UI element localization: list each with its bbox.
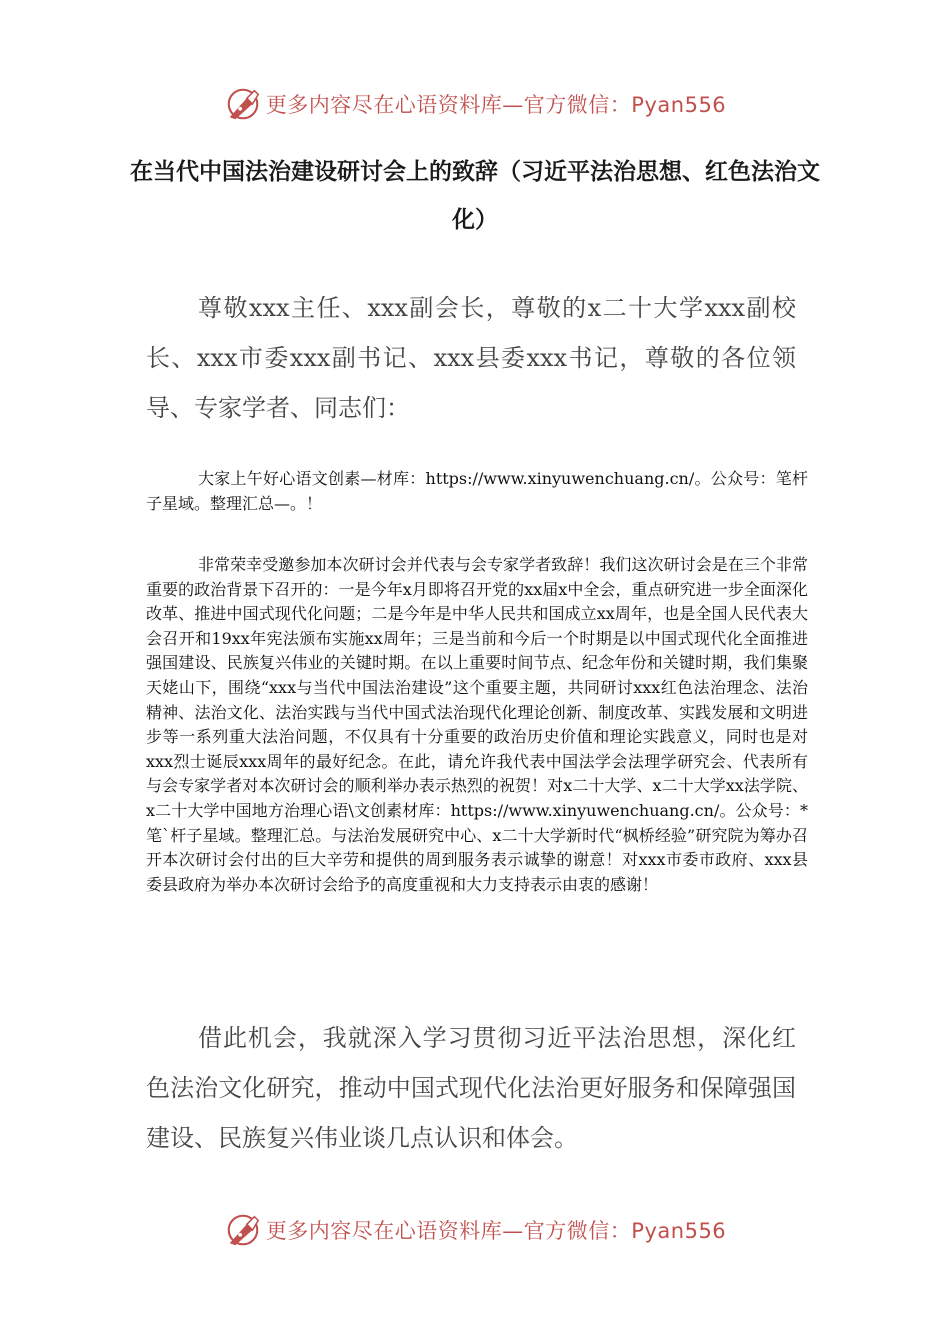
closing-paragraph: 借此机会，我就深入学习贯彻习近平法治思想，深化红色法治文化研究，推动中国式现代化法治更好服务和保障强国建设、民族复兴伟业谈几点认识和体会。	[146, 1024, 796, 1152]
watermark-text: 更多内容尽在心语资料库—官方微信：Pyan556	[265, 1219, 727, 1243]
document-title: 在当代中国法治建设研讨会上的致辞（习近平法治思想、红色法治文化）	[130, 159, 820, 233]
greeting-paragraph: 大家上午好心语文创素—材库：https://www.xinyuwenchuang.cn/。公众号：笔杆子星域。整理汇总—。！	[146, 469, 808, 513]
salutation-paragraph: 尊敬xxx主任、xxx副会长，尊敬的x二十大学xxx副校长、xxx市委xxx副书记、xxx县委xxx书记，尊敬的各位领导、专家学者、同志们：	[146, 294, 796, 422]
watermark-banner-bottom	[0, 1208, 950, 1252]
watermark-text: 更多内容尽在心语资料库—官方微信：Pyan556	[265, 93, 727, 117]
pen-nib-icon	[224, 1211, 262, 1249]
pen-nib-icon	[224, 85, 262, 123]
body-paragraph: 非常荣幸受邀参加本次研讨会并代表与会专家学者致辞！我们这次研讨会是在三个非常重要的政治背景下召开的：一是今年x月即将召开党的xx届x中全会，重点研究进一步全面深化改革、推进中国式现代化问题；二是今年是中华人民共和国成立xx周年，也是全国人民代表大会召开和19xx年宪法颁布实施xx周年；三是当前和今后一个时期是以中国式现代化全面推进强国建设、民族复兴伟业的关键时期。在以上重要时间节点、纪念年份和关键时期，我们集聚天姥山下，围绕“xxx与当代中国法治建设”这个重要主题，共同研讨xxx红色法治理念、法治精神、法治文化、法治实践与当代中国式法治现代化理论创新、制度改革、实践发展和文明进步等一系列重大法治问题，不仅具有十分重要的政治历史价值和理论实践意义，同时也是对xxx烈士诞辰xxx周年的最好纪念。在此，请允许我代表中国法学会法理学研究会、代表所有与会专家学者对本次研讨会的顺利举办表示热烈的祝贺！对x二十大学、x二十大学xx法学院、x二十大学中国地方治理心语\文创素材库：https://www.xinyuwenchuang.cn/。公众号：*笔`杆子星域。整理汇总。与法治发展研究中心、x二十大学新时代“枫桥经验”研究院为筹办召开本次研讨会付出的巨大辛劳和提供的周到服务表示诚挚的谢意！对xxx市委市政府、xxx县委县政府为举办本次研讨会给予的高度重视和大力支持表示由衷的感谢！	[146, 555, 808, 894]
watermark-banner-top	[0, 82, 950, 126]
